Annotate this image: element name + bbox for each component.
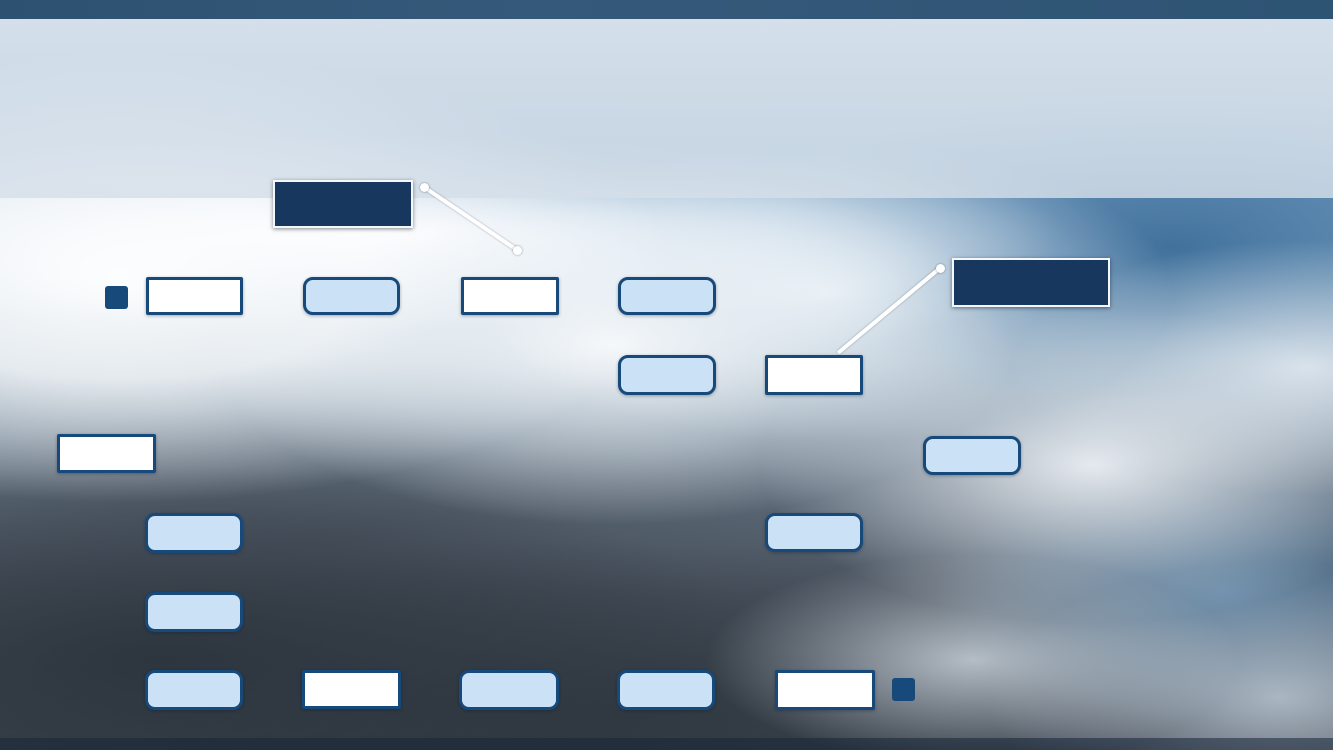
state-any-bottom	[302, 670, 401, 709]
initial-state-marker	[105, 286, 128, 309]
final-state-marker	[892, 678, 915, 701]
state-none	[146, 277, 243, 315]
patrol-callout-dot-end	[513, 246, 522, 255]
title-band	[0, 19, 1333, 198]
state-patrolling	[461, 277, 559, 315]
state-detected	[459, 670, 559, 710]
state-detect	[145, 670, 243, 710]
state-route	[618, 277, 716, 315]
top-accent-bar	[0, 0, 1333, 19]
callout-patrol-route	[273, 180, 413, 228]
patrol-callout-dot-start	[420, 183, 429, 192]
state-abort	[765, 513, 863, 552]
state-rtb-final	[775, 670, 875, 710]
bottom-accent-bar	[0, 738, 1333, 750]
state-any-top	[57, 434, 156, 473]
engage-callout-dot-start	[936, 264, 945, 273]
state-engaging	[765, 355, 863, 395]
callout-engage-route	[952, 258, 1110, 307]
state-engage	[618, 355, 716, 395]
state-rtb-active	[617, 670, 715, 710]
state-status	[145, 592, 243, 632]
state-accomplish	[923, 436, 1021, 475]
state-destroy	[145, 513, 243, 553]
state-start	[303, 277, 400, 315]
